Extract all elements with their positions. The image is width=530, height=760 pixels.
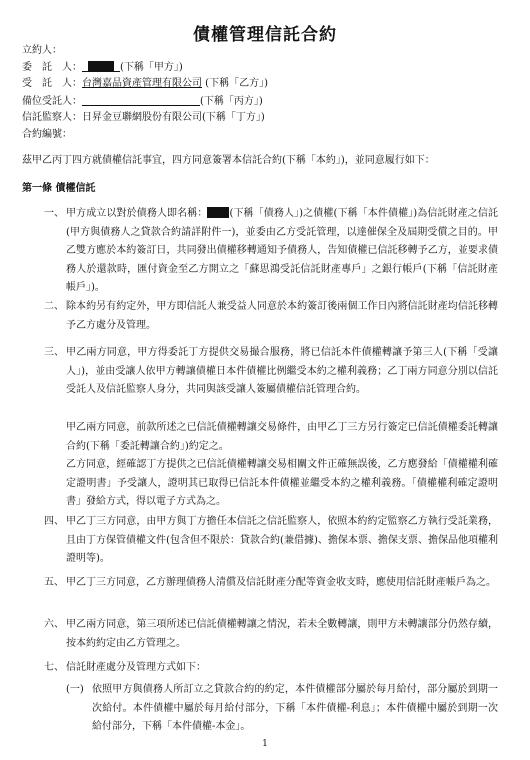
item-1: 依照甲方與債務人所訂立之貸款合約的約定，本件債權部分屬於每月給付，部分屬於到期一次給付。本件債權中屬於每月給付部分，下稱「本件債權-利息」；本件債權中屬於到期一次給付部分，下稱「本件債權-本金」。 xyxy=(92,684,498,733)
backup-name-blank xyxy=(82,94,200,106)
intro-paragraph: 茲甲乙丙丁四方就債權信託事宜，四方同意簽署本信託合約(下稱「本約」)，並同意履行如下： xyxy=(22,155,435,166)
trustor-label: 委 託 人： xyxy=(22,62,82,73)
item-number: (一) xyxy=(66,684,84,695)
backup-trustee-line xyxy=(22,94,263,108)
clause-3: 甲乙兩方同意，甲方得委託丁方提供交易撮合服務，將已信託本件債權轉讓予第三人(下稱「受讓人」)，並由受讓人依甲方轉讓債權日本件債權比例繼受本約之權利義務；乙丁兩方同意分別以信託受託人及信託監察人身分，共同與該受讓人簽屬債權信託管理合約。 xyxy=(66,347,498,396)
backup-label: 備位受託人： xyxy=(22,96,82,107)
trustee-suffix: (下稱「乙方」) xyxy=(202,78,268,89)
clause-number: 五、 xyxy=(44,577,64,588)
trustor-name-redaction xyxy=(88,61,114,72)
clause-number: 一、 xyxy=(44,208,64,219)
clause-number: 七、 xyxy=(44,662,64,673)
contract-number-label: 合約編號： xyxy=(22,129,72,140)
clause-6: 甲乙兩方同意，第三項所述已信託債權轉讓之情況，若未全數轉讓，則甲方未轉讓部分仍然存續，按本約約定由乙方管理之。 xyxy=(66,619,498,649)
clause-1-lead: 甲方成立以對於債務人即名稱： xyxy=(66,208,208,219)
trustor-line xyxy=(22,60,183,74)
clause-1 xyxy=(66,205,498,298)
clause-4: 甲乙丁三方同意，由甲方與丁方擔任本信託之信託監察人，依照本約約定監察乙方執行受託業務，且由丁方保管債權文件(包含但不限於：貸款合約(兼借據)、擔保本票、擔保支票、擔保品他項權利證明等)。 xyxy=(66,516,498,565)
backup-suffix: (下稱「丙方」) xyxy=(200,96,263,107)
page-number: 1 xyxy=(262,739,268,749)
clause-2: 除本約另有約定外，甲方即信託人兼受益人同意於本約簽訂後兩個工作日內將信託財產均信託移轉予乙方處分及管理。 xyxy=(66,301,498,331)
clause-3-subparagraph: 乙方同意，經確認丁方提供之已信託債權轉讓交易相關文件正確無誤後，乙方應發給「債權權利確定證明書」予受讓人，證明其已取得已信託本件債權並繼受本約之權利義務。「債權權利確定證明書」發給方式，得以電子方式為之。 xyxy=(66,459,498,508)
clause-1-text: (下稱「債務人」)之債權(下稱「本件債權」)為信託財產之信託(甲方與債務人之貸款合約請詳附件一)，並委由乙方受託管理，以達催保全及屆期受償之目的。甲乙雙方應於本約簽訂日，共同發出債權移轉通知予債務人，告知債權已信託移轉予乙方，並要求債務人於還款時，匯付資金至乙方開立之「蘇思鴻受託信託財產專戶」之銀行帳戶(下稱「信託財產帳戶」)。 xyxy=(66,208,499,294)
clause-number: 六、 xyxy=(44,619,64,630)
article-heading: 第一條 債權信託 xyxy=(22,183,96,194)
clause-number: 四、 xyxy=(44,516,64,527)
debtor-name-redaction xyxy=(207,207,229,218)
trustee-line xyxy=(22,77,268,90)
parties-label: 立約人： xyxy=(22,45,62,56)
clause-7: 信託財產處分及管理方式如下： xyxy=(66,662,206,673)
trustor-suffix: (下稱「甲方」) xyxy=(120,62,183,73)
clause-number: 二、 xyxy=(44,301,64,312)
supervisor-line xyxy=(22,111,265,124)
trustee-label: 受 託 人： xyxy=(22,78,82,89)
document-title: 債權管理信託合約 xyxy=(193,25,337,45)
clause-number: 三、 xyxy=(44,347,64,358)
clause-5: 甲乙丁三方同意，乙方辦理債務人清償及信託財產分配等資金收支時，應使用信託財產帳戶為之。 xyxy=(66,577,496,588)
trustee-name: 台灣嘉品資產管理有限公司 xyxy=(82,78,202,89)
clause-3-subparagraph: 甲乙兩方同意，前款所述之已信託債權轉讓交易條件，由甲乙丁三方另行簽定已信託債權委託轉讓合約(下稱「委託轉讓合約」)約定之。 xyxy=(66,422,498,452)
supervisor-label: 信託監察人： xyxy=(22,112,82,123)
supervisor-name: 日昇金豆聯網股份有限公司(下稱「丁方」) xyxy=(82,112,265,123)
